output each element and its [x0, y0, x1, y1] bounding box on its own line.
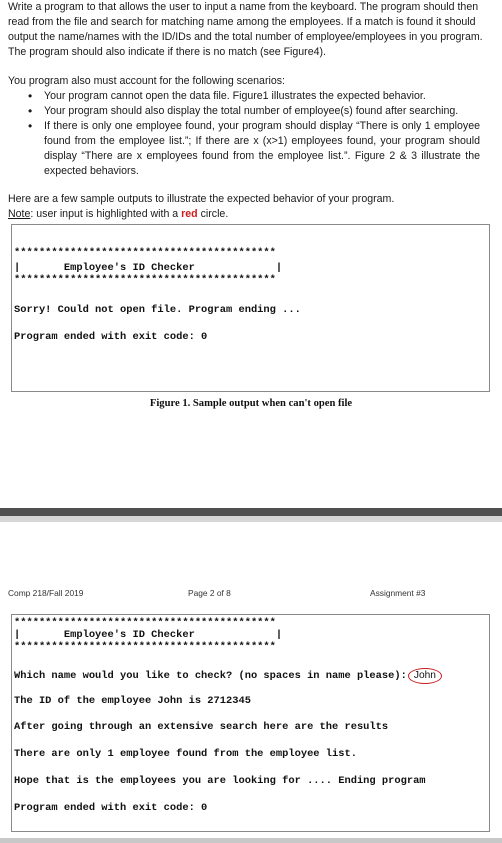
console-line: Program ended with exit code: 0	[14, 331, 208, 343]
console-header: | Employee's ID Checker |	[14, 629, 283, 641]
console-line: Hope that is the employees you are looking for .... Ending program	[14, 775, 426, 787]
console-line: The ID of the employee John is 2712345	[14, 695, 251, 707]
note-text: : user input is highlighted with a	[30, 208, 182, 220]
console-output-figure2	[11, 614, 490, 832]
footer-page-number: Page 2 of 8	[188, 588, 231, 598]
scenarios-heading: You program also must account for the following scenarios:	[8, 75, 285, 87]
footer-course: Comp 218/Fall 2019	[8, 588, 84, 598]
console-output-figure1	[11, 224, 490, 392]
note-line	[8, 207, 228, 222]
list-item: • Your program should also display the total number of employee(s) found after searching.	[28, 104, 480, 119]
console-line: There are only 1 employee found from the employee list.	[14, 748, 357, 760]
note-red-word: red	[181, 208, 198, 220]
console-line: Program ended with exit code: 0	[14, 802, 208, 814]
console-prompt: Which name would you like to check? (no spaces in name please):	[14, 670, 407, 682]
console-stars: ******************************************	[14, 641, 276, 653]
console-header: | Employee's ID Checker |	[14, 262, 283, 274]
scenario-list	[28, 89, 480, 179]
console-line: After going through an extensive search here are the results	[14, 721, 389, 733]
page-separator	[0, 508, 502, 516]
list-item: • If there is only one employee found, your program should display “There is only 1 employee found from the employee list.”; If there are x (x>1) employees found, your program should display “There are x employees found from the employee list.”. Figure 2 & 3 illustrate the expected behaviors.	[28, 119, 480, 179]
user-input-highlight: John	[408, 668, 442, 684]
console-prompt-line	[14, 668, 442, 684]
console-line: Sorry! Could not open file. Program ending ...	[14, 304, 301, 316]
note-label: Note	[8, 208, 31, 220]
page-bottom-edge	[0, 838, 502, 843]
console-stars: ******************************************	[14, 274, 276, 286]
console-stars: ******************************************	[14, 247, 276, 259]
figure-caption: Figure 1. Sample output when can't open file	[149, 398, 353, 409]
list-item: • Your program cannot open the data file. Figure1 illustrates the expected behavior.	[28, 89, 480, 104]
intro-paragraph: Write a program to that allows the user to input a name from the keyboard. The program should then read from the file and search for matching name among the employees. If a match is found it should output the name/names with the ID/IDs and the total number of employee/employees in you program. The program should also indicate if there is no match (see Figure4).	[8, 1, 483, 58]
note-text-end: circle.	[197, 208, 229, 220]
sample-outputs-intro: Here are a few sample outputs to illustrate the expected behavior of your program.	[8, 193, 395, 205]
console-stars: ******************************************	[14, 617, 276, 629]
footer-assignment: Assignment #3	[370, 588, 426, 598]
